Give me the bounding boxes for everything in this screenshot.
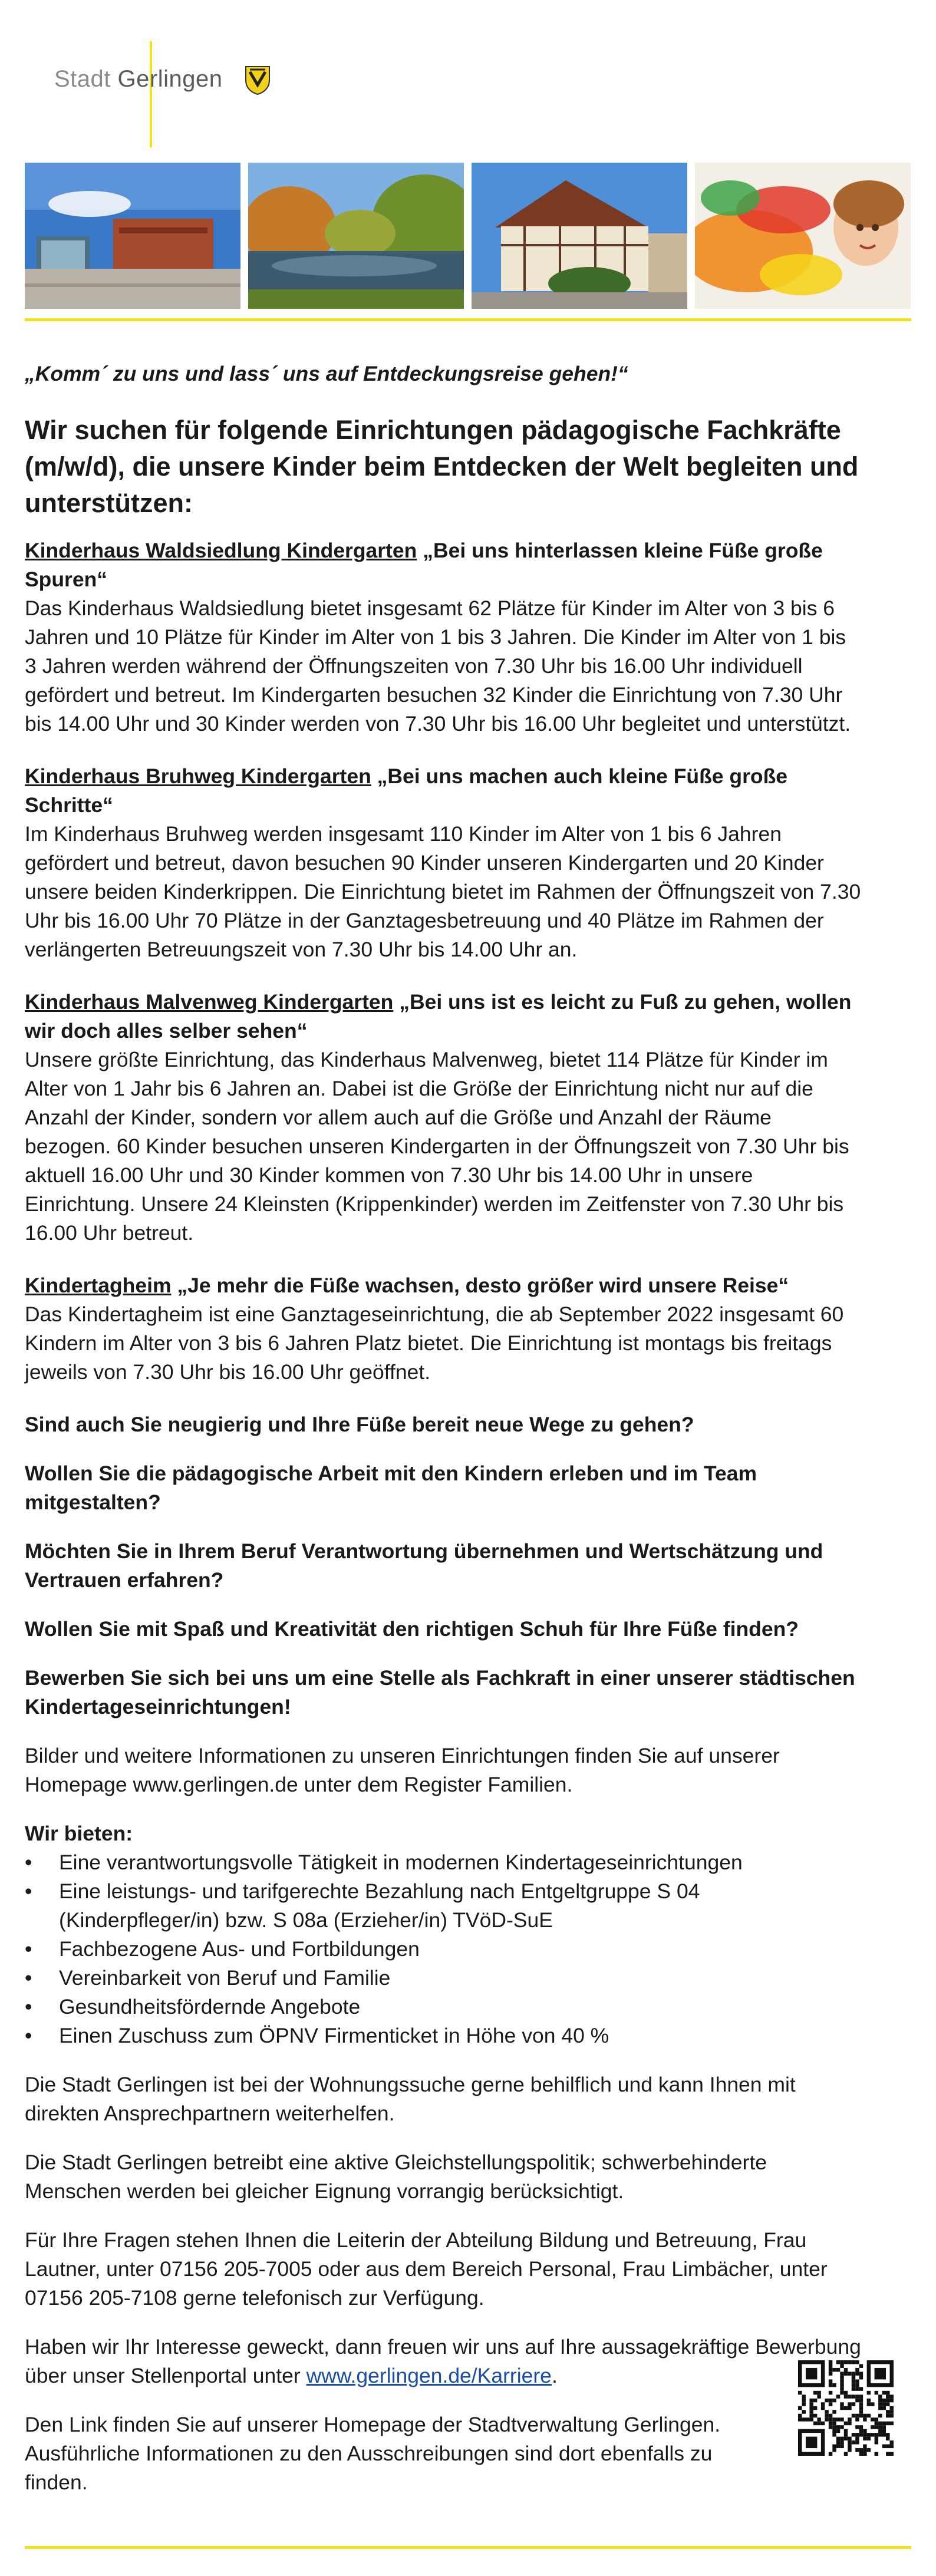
job-advertisement (25, 0, 911, 2494)
career-portal-link[interactable]: www.gerlingen.de/Karriere (306, 2364, 552, 2387)
section-kindertagheim (25, 1271, 862, 1387)
section-body: Unsere größte Einrichtung, das Kinderhaus Malvenweg, bietet 114 Plätze für Kinder im Alter von 1 Jahr bis 6 Jahren an. Dabei ist die Größe der Einrichtung nicht nur auf die Anzahl der Kinder, sondern vor allem auch auf die Größe und Anzahl der Räume bezogen. 60 Kinder besuchen unseren Kindergarten in der Öffnungszeit von 7.30 Uhr bis aktuell 16.00 Uhr und 30 Kinder kommen von 7.30 Uhr bis 14.00 Uhr in unsere Einrichtung. Unsere 24 Kleinsten (Krippenkinder) werden im Zeitfenster von 7.30 Uhr bis 16.00 Uhr betreut. (25, 1048, 849, 1245)
offer-item: • Eine verantwortungsvolle Tätigkeit in modernen Kindertageseinrichtungen (25, 1848, 862, 1877)
section-body: Das Kinderhaus Waldsiedlung bietet insgesamt 62 Plätze für Kinder im Alter von 3 bis 6 Jahren und 10 Plätze für Kinder im Alter von 1 bis 3 Jahren. Die Kinder im Alter von 1 bis 3 Jahren werden während der Öffnungszeiten von 7.30 Uhr bis 16.00 Uhr individuell gefördert und betreut. Im Kindergarten besuchen 32 Kinder die Einrichtung von 7.30 Uhr bis 14.00 Uhr und 30 Kinder werden von 7.30 Uhr bis 16.00 Uhr begleitet und unterstützt. (25, 596, 851, 735)
question: Wollen Sie mit Spaß und Kreativität den richtigen Schuh für Ihre Füße finden? (25, 1617, 799, 1641)
apply-text-before: Haben wir Ihr Interesse geweckt, dann freuen wir uns auf Ihre aussagekräftige Bewerbung über unser Stellenportal unter (25, 2335, 861, 2387)
photo-child-painting (695, 163, 911, 309)
logo-accent-line (150, 41, 152, 147)
offers-title: Wir bieten: (25, 1822, 133, 1845)
housing-text: Die Stadt Gerlingen ist bei der Wohnungssuche gerne behilflich und kann Ihnen mit direkten Ansprechpartnern weiterhelfen. (25, 2073, 796, 2125)
section-title-facility: Kinderhaus Waldsiedlung Kindergarten (25, 539, 417, 562)
section-body: Im Kinderhaus Bruhweg werden insgesamt 110 Kinder im Alter von 1 bis 6 Jahren gefördert und betreut, davon besuchen 90 Kinder unseren Kindergarten und 20 Kinder unsere beiden Kinderkrippen. Die Einrichtung bietet im Rahmen der Öffnungszeit von 7.30 Uhr bis 16.00 Uhr 70 Plätze in der Ganztagesbetreuung und 40 Plätze im Rahmen der verlängerten Betreuungszeit von 7.30 Uhr bis 14.00 Uhr an. (25, 822, 861, 961)
bottom-divider (25, 2546, 911, 2549)
offers-list (25, 1848, 862, 2050)
section-bruhweg (25, 762, 862, 964)
offer-item: • Einen Zuschuss zum ÖPNV Firmenticket in Höhe von 40 % (25, 2021, 862, 2050)
apply-text-after: . (551, 2364, 558, 2387)
tagline: „Komm´ zu uns und lass´ uns auf Entdeckungsreise gehen!“ (25, 362, 628, 385)
section-waldsiedlung (25, 536, 862, 738)
apply-text (25, 2333, 862, 2390)
section-title-motto: „Bei uns ist es leicht zu Fuß zu gehen, wollen wir doch alles selber sehen“ (25, 990, 852, 1043)
city-crest-icon (244, 65, 271, 95)
section-title (25, 762, 862, 820)
logo-name: Gerlingen (117, 66, 223, 92)
closing-text: Den Link finden Sie auf unserer Homepage der Stadtverwaltung Gerlingen. Ausführliche Informationen zu den Ausschreibungen sind dort ebenfalls zu finden. (25, 2413, 721, 2494)
question: Wollen Sie die pädagogische Arbeit mit den Kindern erleben und im Team mitgestalten? (25, 1462, 757, 1514)
section-title (25, 1271, 862, 1300)
offer-item: • Fachbezogene Aus- und Fortbildungen (25, 1935, 862, 1964)
headline: Wir suchen für folgende Einrichtungen pädagogische Fachkräfte (m/w/d), die unsere Kinder beim Entdecken der Welt begleiten und unterstützen: (25, 415, 859, 518)
section-title (25, 988, 862, 1045)
section-malvenweg (25, 988, 862, 1248)
offer-item: • Vereinbarkeit von Beruf und Familie (25, 1964, 862, 1993)
photo-pond (248, 163, 464, 309)
section-title-facility: Kinderhaus Malvenweg Kindergarten (25, 990, 394, 1014)
content (25, 359, 862, 2497)
header (25, 0, 911, 147)
section-title (25, 536, 862, 594)
section-title-motto: „Bei uns hinterlassen kleine Füße große Spuren“ (25, 539, 823, 591)
city-logo[interactable] (54, 66, 222, 93)
section-title-facility: Kinderhaus Bruhweg Kindergarten (25, 764, 371, 788)
offer-item: • Eine leistungs- und tarifgerechte Bezahlung nach Entgeltgruppe S 04 (Kinderpfleger/in) bzw. S 08a (Erzieher/in) TVöD-SuE (25, 1877, 862, 1935)
section-title-motto: „Bei uns machen auch kleine Füße große Schritte“ (25, 764, 788, 817)
contact-text: Für Ihre Fragen stehen Ihnen die Leiterin der Abteilung Bildung und Betreuung, Frau Lautner, unter 07156 205-7005 oder aus dem Bereich Personal, Frau Limbächer, unter 07156 205-7108 gerne telefonisch zur Verfügung. (25, 2228, 828, 2310)
section-title-motto: „Je mehr die Füße wachsen, desto größer wird unsere Reise“ (171, 1274, 789, 1297)
info-text: Bilder und weitere Informationen zu unseren Einrichtungen finden Sie auf unserer Homepage www.gerlingen.de unter dem Register Familien. (25, 1744, 780, 1796)
top-divider (25, 318, 911, 321)
offer-item: • Gesundheitsfördernde Angebote (25, 1993, 862, 2021)
closing-block (25, 2410, 762, 2497)
logo-stadt: Stadt (54, 66, 111, 92)
section-body: Das Kindertagheim ist eine Ganztageseinrichtung, die ab September 2022 insgesamt 60 Kindern im Alter von 3 bis 6 Jahren Platz bietet. Die Einrichtung ist montags bis freitags jeweils von 7.30 Uhr bis 16.00 Uhr geöffnet. (25, 1302, 844, 1384)
call-to-apply: Bewerben Sie sich bei uns um eine Stelle als Fachkraft in einer unserer städtischen Kindertageseinrichtungen! (25, 1666, 855, 1719)
question: Sind auch Sie neugierig und Ihre Füße bereit neue Wege zu gehen? (25, 1413, 694, 1436)
photo-half-timbered-house (472, 163, 687, 309)
question: Möchten Sie in Ihrem Beruf Verantwortung übernehmen und Wertschätzung und Vertrauen erfahren? (25, 1539, 823, 1592)
photo-strip (25, 163, 911, 310)
photo-town-square (25, 163, 240, 309)
qr-code-icon[interactable] (798, 2360, 894, 2456)
section-title-facility: Kindertagheim (25, 1274, 172, 1297)
equality-text: Die Stadt Gerlingen betreibt eine aktive Gleichstellungspolitik; schwerbehinderte Menschen werden bei gleicher Eignung vorrangig berücksichtigt. (25, 2150, 767, 2203)
